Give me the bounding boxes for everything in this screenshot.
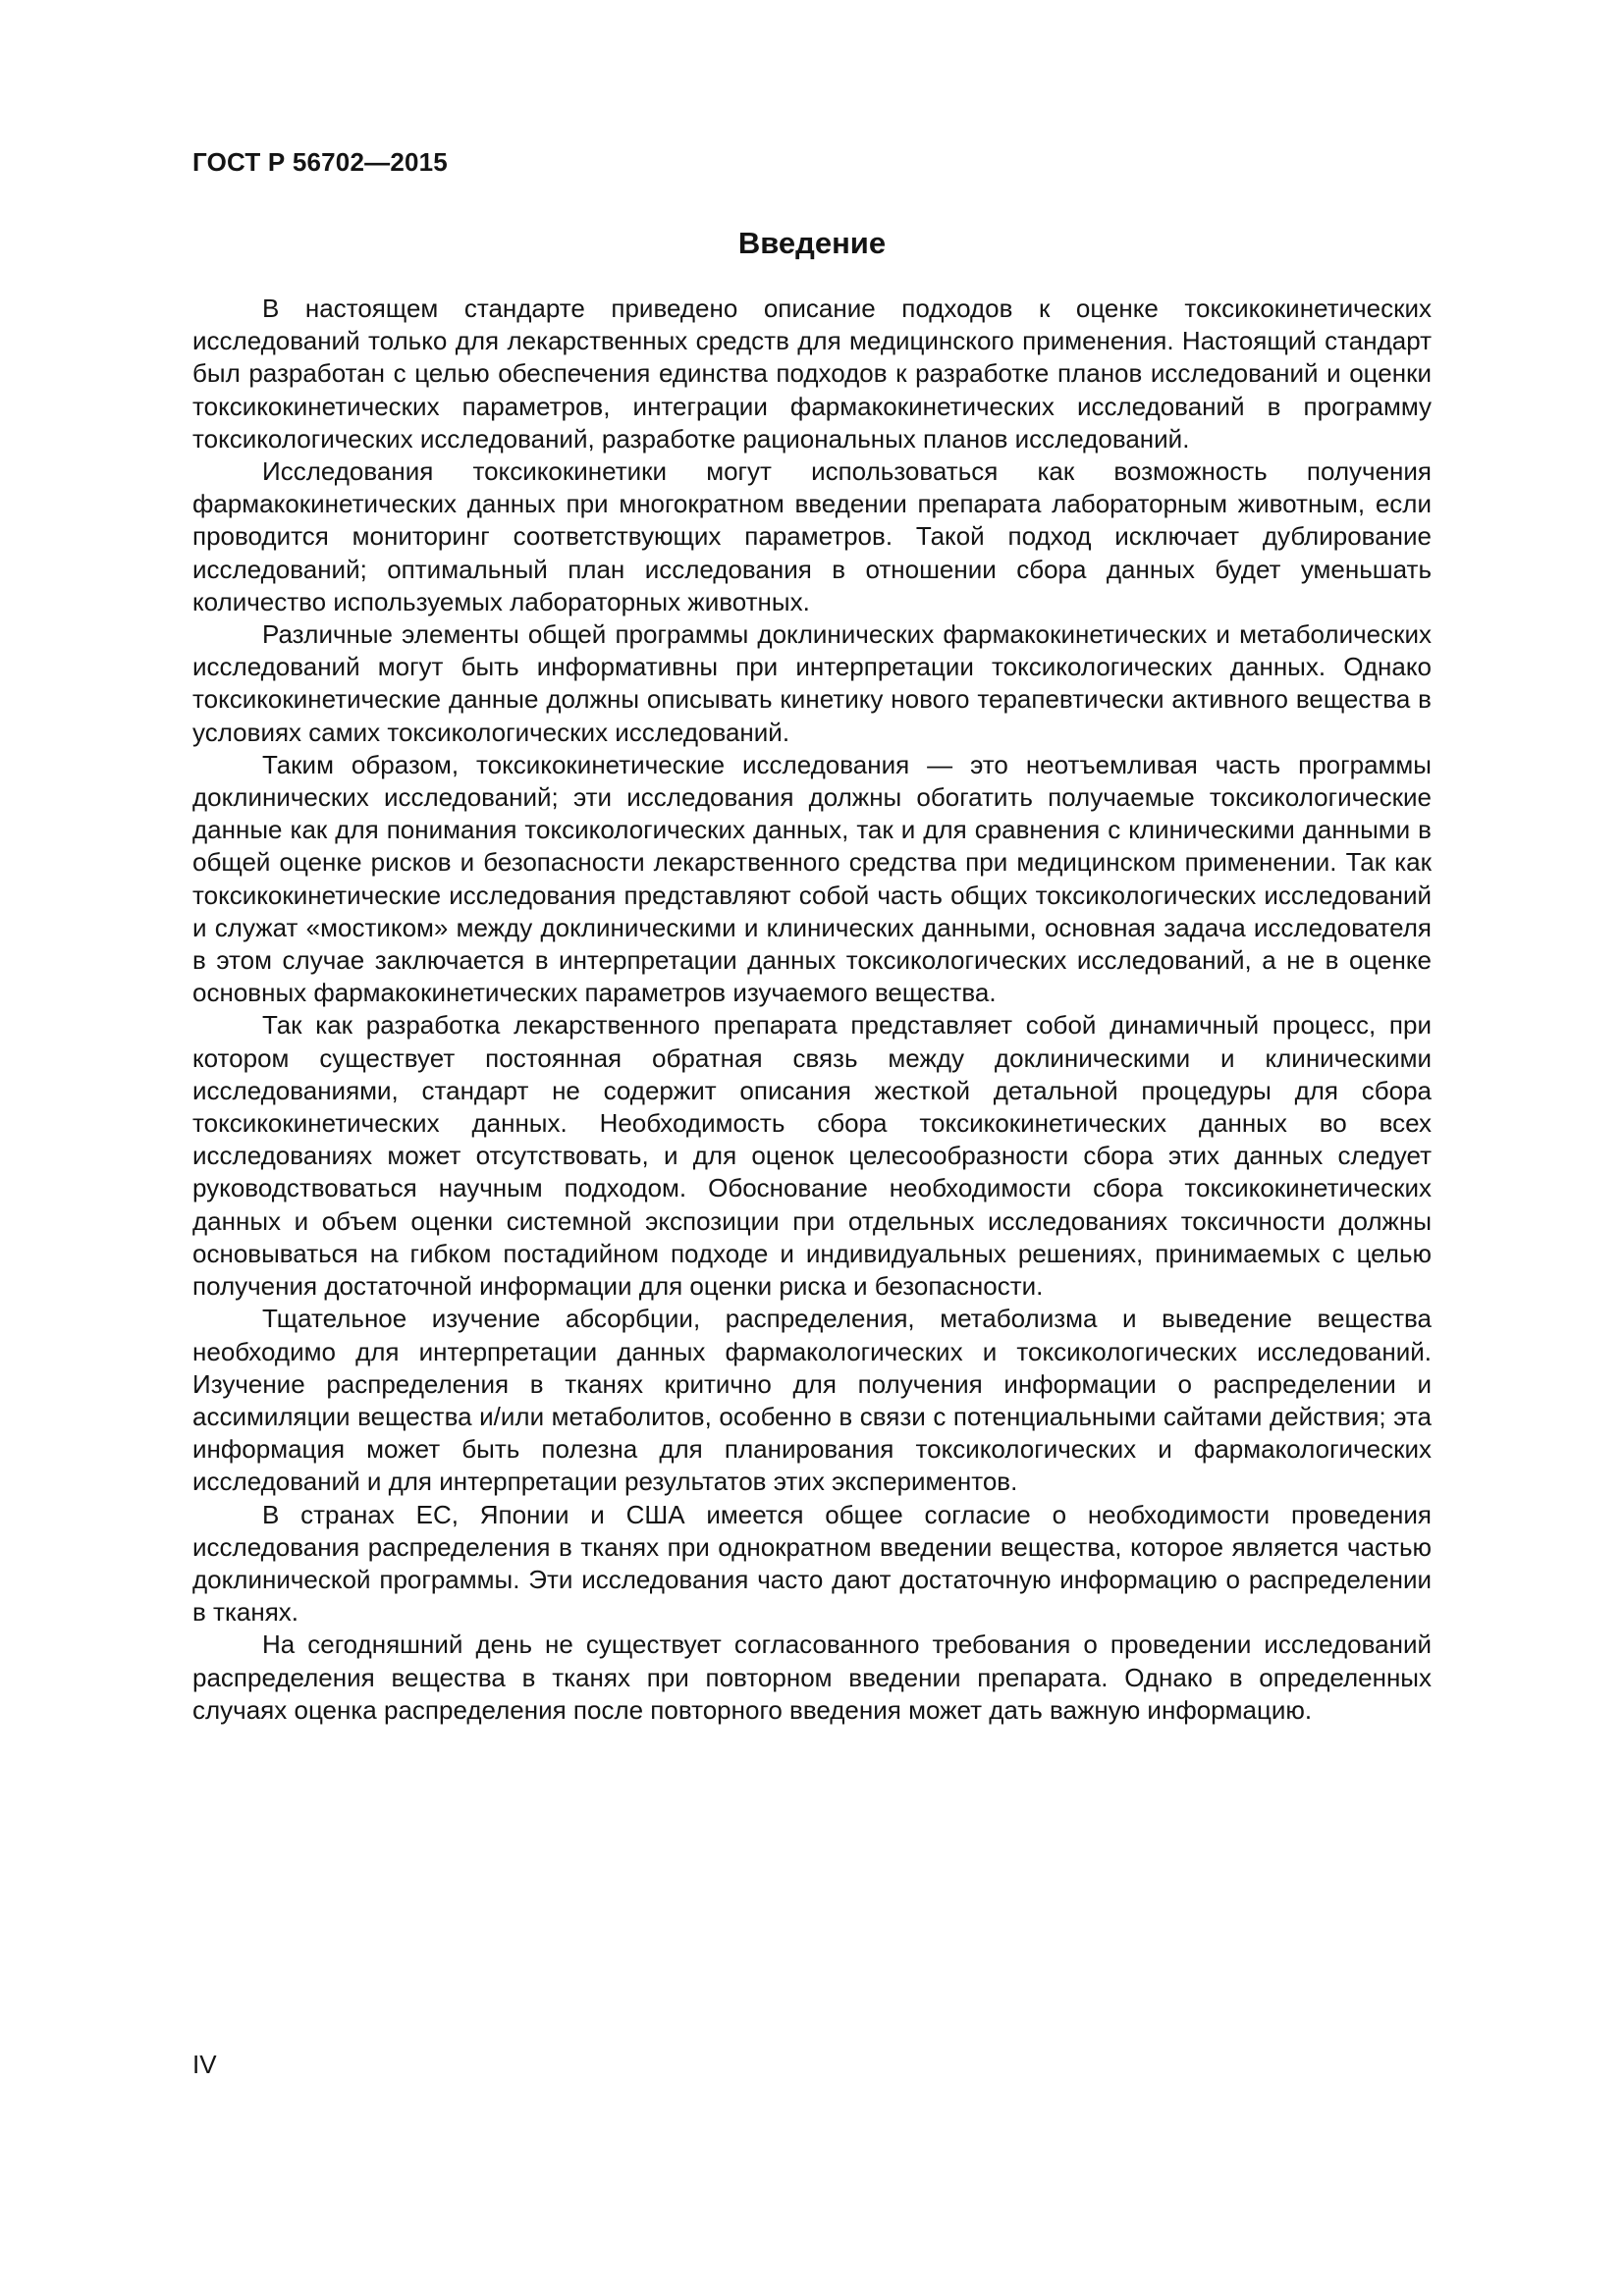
section-title: Введение <box>737 226 887 260</box>
section-body <box>192 293 1432 1727</box>
page-number: IV <box>192 2050 217 2079</box>
paragraph-4: Таким образом, токсикокинетические исследования — это неотъемливая часть программы доклинических исследований; эти исследования должны обогатить получаемые токсикологические данные как для понимания токсикологических данных, так и для сравнения с клиническими данными в общей оценке рисков и безопасности лекарственного средства при медицинском применении. Так как токсикокинетические исследования представляют собой часть общих токсикологических исследований и служат «мостиком» между доклиническими и клинических данными, основная задача исследователя в этом случае заключается в интерпретации данных токсикологических исследований, а не в оценке основных фармакокинетических параметров изучаемого вещества. <box>192 749 1432 1008</box>
paragraph-8: На сегодняшний день не существует согласованного требования о проведении исследований распределения вещества в тканях при повторном введении препарата. Однако в определенных случаях оценка распределения после повторного введения может дать важную информацию. <box>192 1629 1432 1725</box>
paragraph-7: В странах ЕС, Японии и США имеется общее согласие о необходимости проведения исследования распределения в тканях при однократном введении вещества, которое является частью доклинической программы. Эти исследования часто дают достаточную информацию о распределении в тканях. <box>192 1499 1432 1628</box>
document-header: ГОСТ Р 56702—2015 <box>192 147 448 177</box>
paragraph-5: Так как разработка лекарственного препарата представляет собой динамичный процесс, при котором существует постоянная обратная связь между доклиническими и клиническими исследованиями, стандарт не содержит описания жесткой детальной процедуры для сбора токсикокинетических данных. Необходимость сбора токсикокинетических данных во всех исследованиях может отсутствовать, и для оценок целесообразности сбора этих данных следует руководствоваться научным подходом. Обоснование необходимости сбора токсикокинетических данных и объем оценки системной экспозиции при отдельных исследованиях токсичности должны основываться на гибком постадийном подходе и индивидуальных решениях, принимаемых с целью получения достаточной информации для оценки риска и безопасности. <box>192 1010 1432 1302</box>
paragraph-1: В настоящем стандарте приведено описание подходов к оценке токсикокинетических исследований только для лекарственных средств для медицинского применения. Настоящий стандарт был разработан с целью обеспечения единства подходов к разработке планов исследований и оценки токсикокинетических параметров, интеграции фармакокинетических исследований в программу токсикологических исследований, разработке рациональных планов исследований. <box>192 294 1432 454</box>
paragraph-2: Исследования токсикокинетики могут использоваться как возможность получения фармакокинетических данных при многократном введении препарата лабораторным животным, если проводится мониторинг соответствующих параметров. Такой подход исключает дублирование исследований; оптимальный план исследования в отношении сбора данных будет уменьшать количество используемых лабораторных животных. <box>192 456 1432 616</box>
paragraph-3: Различные элементы общей программы доклинических фармакокинетических и метаболических исследований могут быть информативны при интерпретации токсикологических данных. Однако токсикокинетические данные должны описывать кинетику нового терапевтически активного вещества в условиях самих токсикологических исследований. <box>192 619 1432 747</box>
paragraph-6: Тщательное изучение абсорбции, распределения, метаболизма и выведение вещества необходимо для интерпретации данных фармакологических и токсикологических исследований. Изучение распределения в тканях критично для получения информации о распределении и ассимиляции вещества и/или метаболитов, особенно в связи с потенциальными сайтами действия; эта информация может быть полезна для планирования токсикологических и фармакологических исследований и для интерпретации результатов этих экспериментов. <box>192 1304 1432 1497</box>
